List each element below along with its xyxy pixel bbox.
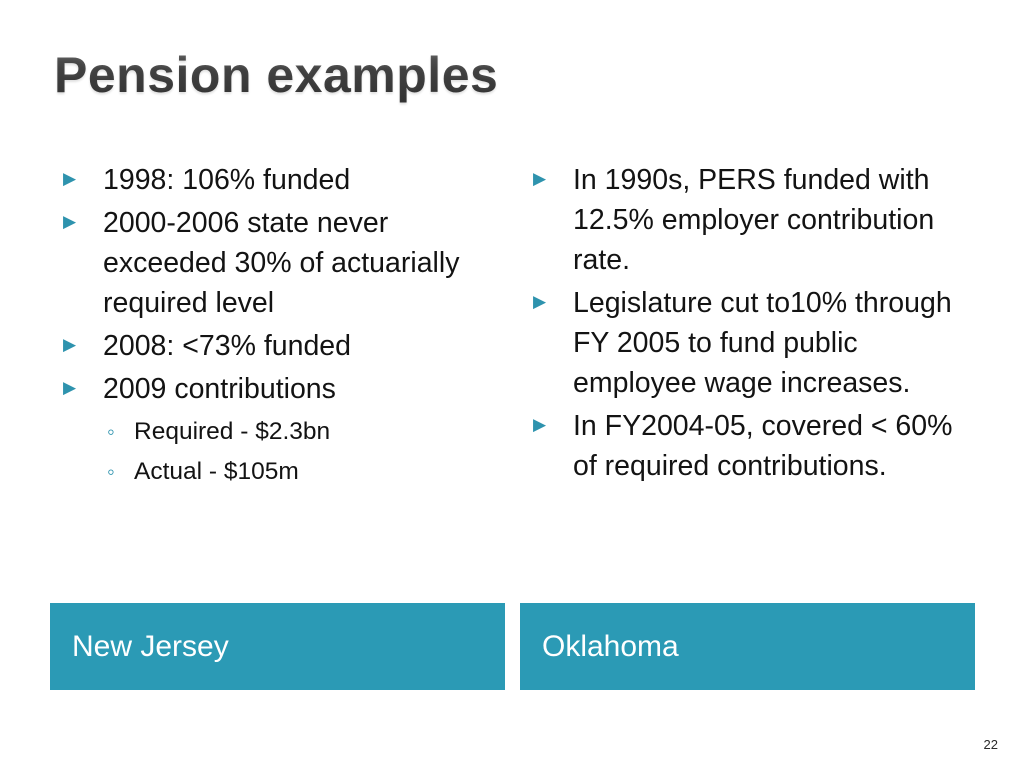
state-label-box-oklahoma <box>520 603 975 690</box>
bullet-text: 2009 contributions <box>103 373 336 405</box>
bullet-text: 2000-2006 state never exceeded 30% of actuarially required level <box>103 207 460 319</box>
bullet-text: 1998: 106% funded <box>103 164 351 196</box>
bullet-item <box>50 369 505 409</box>
content-columns <box>50 160 975 492</box>
bullet-triangle-icon: ▶ <box>63 212 77 231</box>
state-label-box-new-jersey <box>50 603 505 690</box>
bullet-text: In 1990s, PERS funded with 12.5% employer contribution rate. <box>573 164 935 276</box>
bullet-item <box>520 283 975 403</box>
bullet-text: Legislature cut to10% through FY 2005 to fund public employee wage increases. <box>573 287 952 399</box>
column-oklahoma <box>520 160 975 492</box>
page-number: 22 <box>983 737 998 752</box>
bullet-circle-icon: ◦ <box>107 459 115 484</box>
bullet-item <box>50 203 505 323</box>
bullet-triangle-icon: ▶ <box>63 335 77 354</box>
bullet-triangle-icon: ▶ <box>533 169 547 188</box>
bullet-triangle-icon: ▶ <box>63 169 77 188</box>
bullet-text: 2008: <73% funded <box>103 330 352 362</box>
bullet-triangle-icon: ▶ <box>533 415 547 434</box>
sub-bullet-item <box>50 412 505 452</box>
state-label: New Jersey <box>72 629 229 663</box>
bullet-item <box>520 160 975 280</box>
bullet-circle-icon: ◦ <box>107 419 115 444</box>
bullet-item <box>520 406 975 486</box>
bullet-text: Actual - $105m <box>134 458 299 485</box>
bullet-triangle-icon: ▶ <box>533 292 547 311</box>
column-new-jersey <box>50 160 505 492</box>
sub-bullet-item <box>50 452 505 492</box>
bullet-text: Required - $2.3bn <box>134 418 331 445</box>
bullet-text: In FY2004-05, covered < 60% of required contributions. <box>573 410 953 482</box>
state-label: Oklahoma <box>542 629 679 663</box>
bullet-item <box>50 326 505 366</box>
bullet-triangle-icon: ▶ <box>63 378 77 397</box>
bullet-item <box>50 160 505 200</box>
slide-title: Pension examples <box>54 47 499 103</box>
